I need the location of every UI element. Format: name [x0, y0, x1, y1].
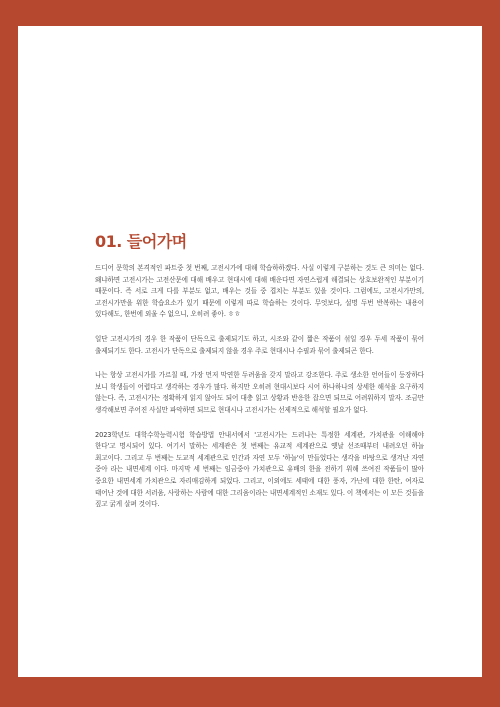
paragraph-intro: 드디어 문학의 본격적인 파트중 첫 번째, 고전시가에 대해 학습하하겠다. 사실 이렇게 구분하는 것도 큰 의미는 없다. 왜냐하면 고전시가는 고전산문에 대해 배우고 현대시에 대해 배운다면 자연스럽게 해결되는 상호보완적인 부분이기 때문이다. 즉 서로 크게 다를 부분도 없고, 배우는 것들 중 겹치는 부분도 있을 것이다. 그럼에도, 고전시가만의, 고전시가만을 위한 학습요소가 있기 때문에 이렇게 따로 학습하는 것이다. 무엇보다, 설명 두번 반복하는 내용이 있다해도, 한번에 외울 수 없으니, 오히려 좋아. ㅎㅎ	[95, 264, 424, 319]
document-page	[18, 26, 482, 677]
section-content	[95, 233, 424, 524]
paragraph-study-attitude: 나는 항상 고전시가를 가르칠 때, 가장 먼저 막연한 두려움을 갖지 말라고 강조한다. 주로 생소한 언어들이 등장하다 보니 학생들이 어렵다고 생각하는 경우가 많다. 하지만 오히려 현대시보다 시어 하나하나의 상세한 해석을 요구하지 않는다. 즉, 고전시가는 정확하게 읽지 않아도 되어 대충 읽고 상황과 반응한 잡으면 되므로 어려워하지 말자. 조금만 생각해보면 주어진 사실만 파악하면 되므로 현대시나 고전시가는 선제적으로 해석할 필요가 없다.	[95, 371, 424, 414]
section-heading: 01. 들어가며	[95, 232, 187, 251]
paragraph-worldview: 2023학년도 대학수학능력시험 학습방법 안내서에서 '고전시가는 드러나는 특정한 세계관, 가치관을 이해해야 한다'고 명시되어 있다. 여기서 말하는 세계관은 첫 번째는 유교적 세계관으로 옛날 선조때부터 내려오던 하늘 최고이다. 그리고 두 번째는 도교적 세계관으로 인간과 자연 모두 '하늘'이 만들었다는 생각을 바탕으로 생겨난 자연 중아 라는 내면세계 이다. 마지막 세 번째는 임금중아 가치관으로 유배의 한을 전하기 위해 쓰여진 작품들이 많아 중요한 내면세계 가치관으로 자리매김하게 되었다. 그리고, 이외에도 세태에 대한 풍자, 가난에 대한 한탄, 여자로 태어난 것에 대한 서러움, 사랑하는 사람에 대한 그리움이라는 내면세계적인 소재도 있다. 이 책에서는 이 모든 것들을 짚고 굵게 살펴 것이다.	[95, 430, 424, 509]
paragraph-exam-format: 일단 고전시가의 경우 한 작품이 단독으로 출제되기도 하고, 시조와 같이 짧은 작품이 섞일 경우 두세 작품이 묶어 출제되기도 한다. 고전시가 단독으로 출제되지 않을 경우 주로 현대시나 수필과 묶어 출제되곤 한다.	[95, 334, 424, 355]
